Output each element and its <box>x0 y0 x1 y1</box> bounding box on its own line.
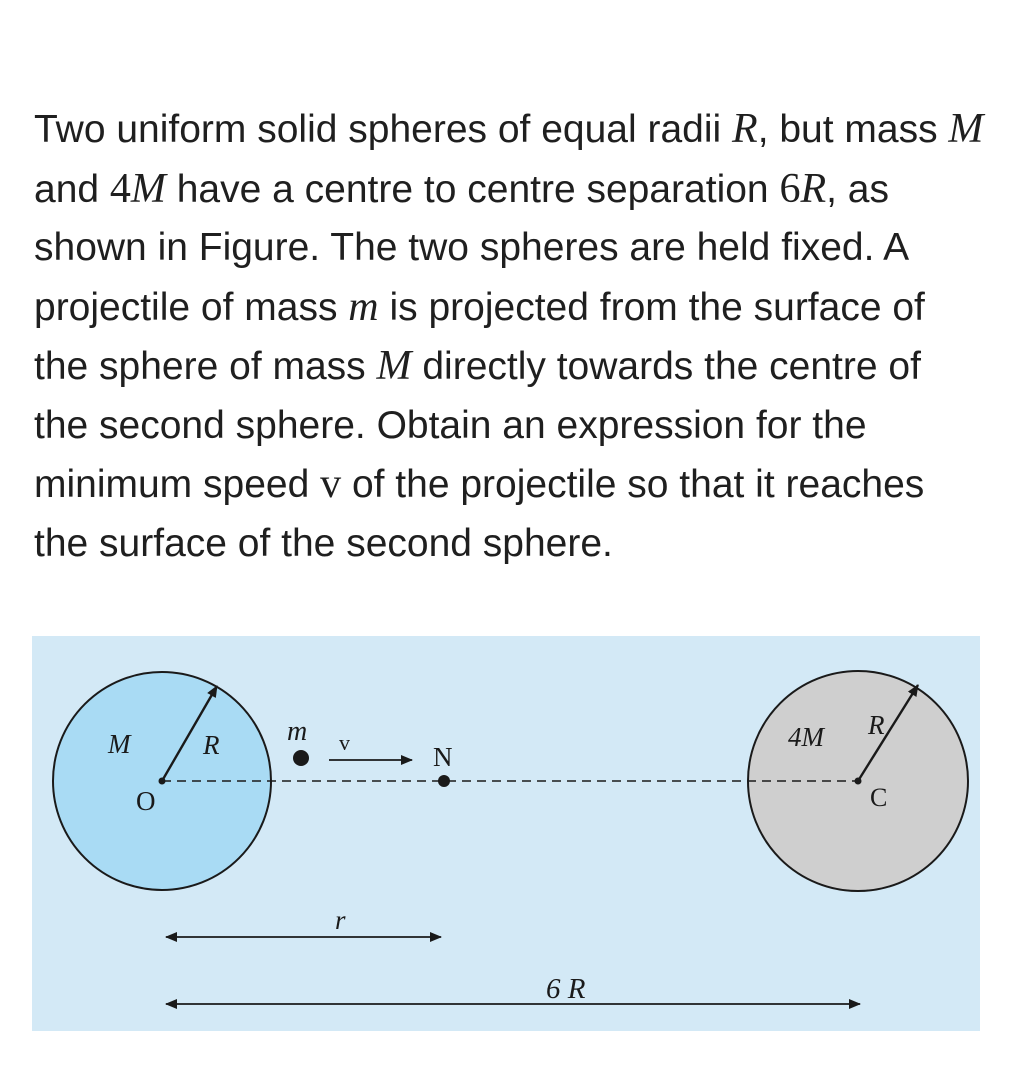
centre-point-C <box>855 778 862 785</box>
label-R-right: R <box>868 710 885 740</box>
label-R-left: R <box>203 730 220 760</box>
math-symbol: 6 <box>779 165 801 212</box>
projectile-m-dot <box>293 750 309 766</box>
question-text-run: have a centre to centre separation <box>165 167 780 211</box>
math-symbol: v <box>320 461 342 507</box>
label-r: r <box>335 905 346 935</box>
math-symbol: 4 <box>109 165 131 212</box>
question-text-run: directly towards the centre of the second sphere. Obtain an expression for the minimum speed <box>34 345 921 506</box>
label-v: v <box>339 730 350 755</box>
label-m: m <box>287 716 308 747</box>
math-symbol: R <box>800 165 827 212</box>
question-text-run: is projected from the surface of the sphere of mass <box>34 285 925 388</box>
physics-figure <box>32 636 980 1031</box>
math-symbol: M <box>948 106 984 152</box>
label-6R: 6 R <box>546 973 586 1005</box>
centre-point-O <box>159 778 166 785</box>
question-text <box>34 100 984 573</box>
question-text-run: , but mass <box>757 108 949 151</box>
label-4M: 4M <box>788 722 824 752</box>
math-symbol: m <box>348 283 379 330</box>
math-symbol: M <box>376 343 412 389</box>
point-N-dot <box>438 775 450 787</box>
label-M: M <box>108 729 131 759</box>
question-text-run: and <box>34 167 110 211</box>
question-text-run: , as shown in Figure. The two spheres are held fixed. A projectile of mass <box>34 167 907 329</box>
label-O: O <box>136 786 156 816</box>
figure-canvas <box>32 636 980 1031</box>
math-symbol: M <box>130 165 166 212</box>
label-N: N <box>433 742 453 772</box>
label-C: C <box>870 783 888 812</box>
question-text-run: of the projectile so that it reaches the surface of the second sphere. <box>34 463 925 565</box>
question-text-run: Two uniform solid spheres of equal radii <box>34 108 733 151</box>
math-symbol: R <box>732 106 758 152</box>
